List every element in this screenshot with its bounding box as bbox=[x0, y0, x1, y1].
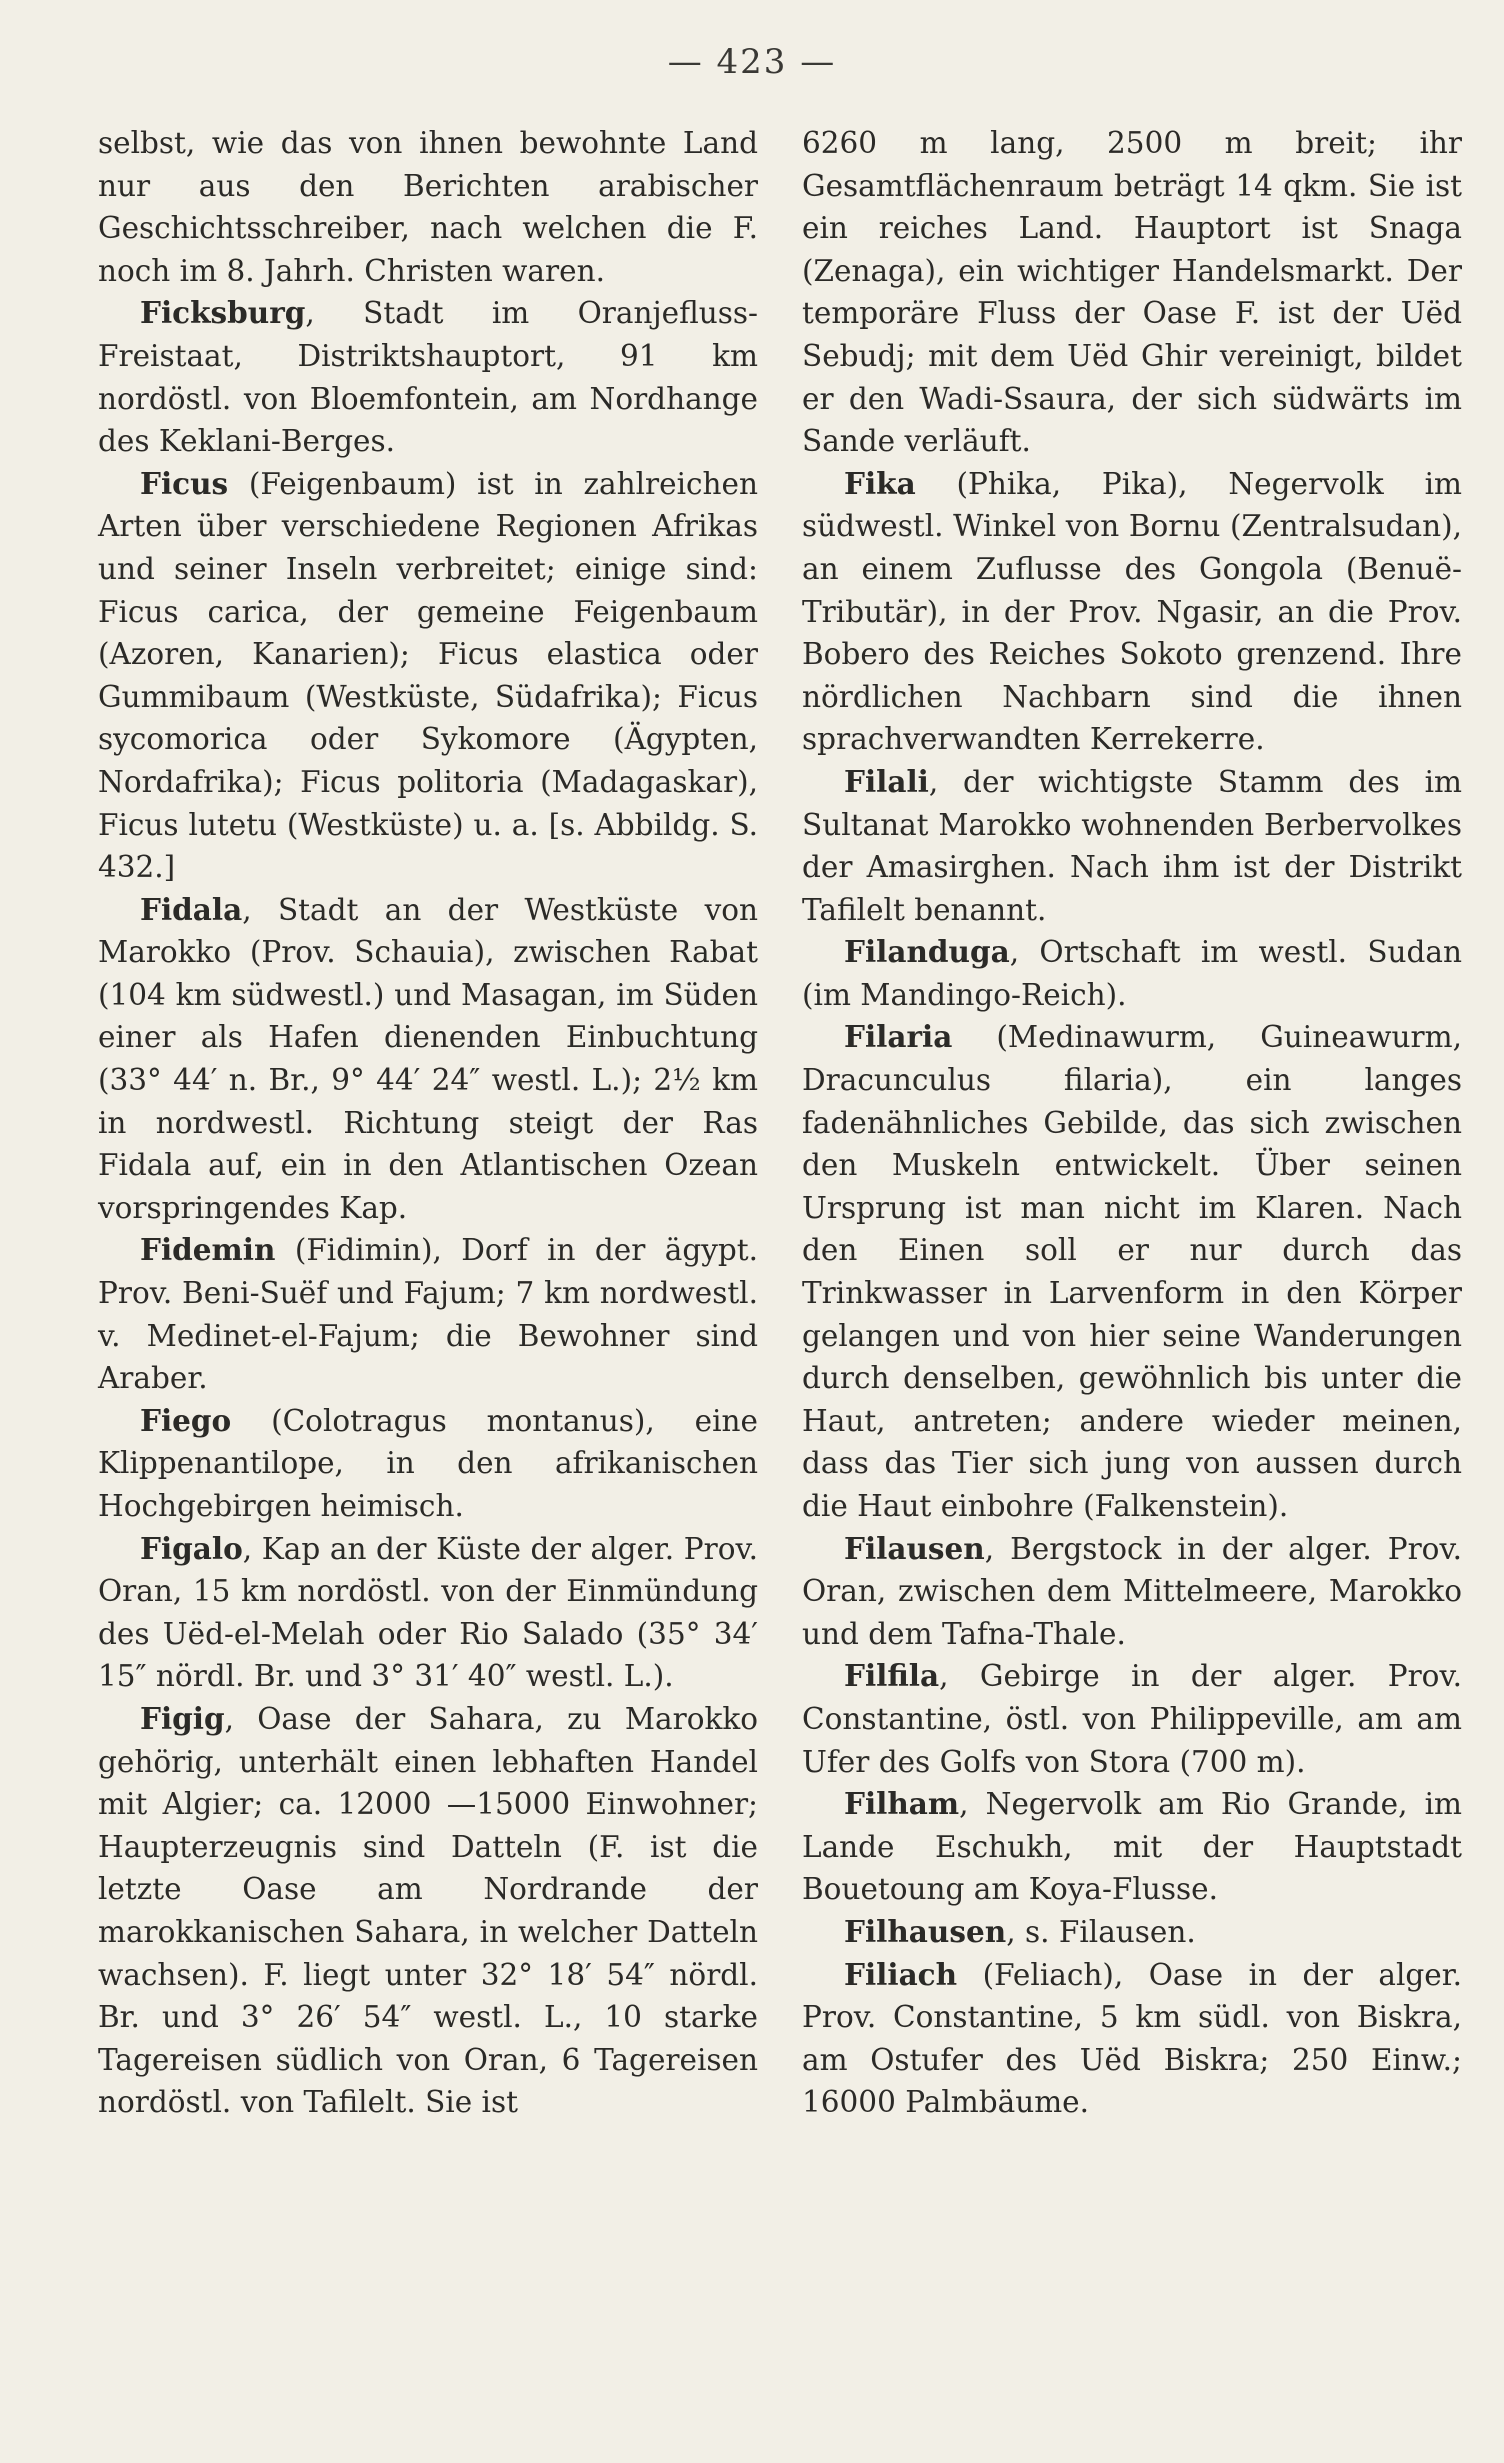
entry-filausen bbox=[802, 1528, 1462, 1656]
entry-text: 6260 m lang, 2500 m breit; ihr Gesamtflächenraum beträgt 14 qkm. Sie ist ein reiches Land. Hauptort ist Snaga (Zenaga), ein wichtiger Handelsmarkt. Der temporäre Fluss der Oase F. ist der Uëd Sebudj; mit dem Uëd Ghir vereinigt, bildet er den Wadi-Ssaura, der sich südwärts im Sande verläuft. bbox=[802, 126, 1462, 459]
entry-term: Filiach bbox=[844, 1956, 958, 1992]
entry-text: , s. Filausen. bbox=[1006, 1914, 1196, 1949]
entry-text: (Colotragus montanus), eine Klippenantilope, in den afrikanischen Hochgebirgen heimisch. bbox=[98, 1403, 758, 1523]
entry-term: Fiego bbox=[140, 1402, 232, 1438]
entry-text: (Feliach), Oase in der alger. Prov. Constantine, 5 km südl. von Biskra, am Ostufer des Uëd Biskra; 250 Einw.; 16000 Palmbäume. bbox=[802, 1957, 1462, 2120]
entry-filham bbox=[802, 1783, 1462, 1911]
entry-term: Ficksburg bbox=[140, 295, 306, 331]
entry-term: Figalo bbox=[140, 1530, 243, 1566]
entry-term: Filali bbox=[844, 763, 929, 799]
entry-text: , Stadt an der Westküste von Marokko (Prov. Schauia), zwischen Rabat (104 km südwestl.) und Masagan, im Süden einer als Hafen dienenden Einbuchtung (33° 44′ n. Br., 9° 44′ 24″ westl. L.); 2½ km in nordwestl. Richtung steigt der Ras Fidala auf, ein in den Atlantischen Ozean vorspringendes Kap. bbox=[98, 892, 758, 1225]
entry-text: , Kap an der Küste der alger. Prov. Oran, 15 km nordöstl. von der Einmündung des Uëd-el-Melah oder Rio Salado (35° 34′ 15″ nördl. Br. und 3° 31′ 40″ westl. L.). bbox=[98, 1531, 758, 1694]
entry-continuation bbox=[802, 122, 1462, 463]
entry-term: Filham bbox=[844, 1786, 960, 1822]
entry-text: (Fidimin), Dorf in der ägypt. Prov. Beni-Suëf und Fajum; 7 km nordwestl. v. Medinet-el-Fajum; die Bewohner sind Araber. bbox=[98, 1233, 758, 1396]
entry-term: Ficus bbox=[140, 465, 229, 501]
entry-text: (Medinawurm, Guineawurm, Dracunculus filaria), ein langes fadenähnliches Gebilde, das sich zwischen den Muskeln entwickelt. Über seinen Ursprung ist man nicht im Klaren. Nach den Einen soll er nur durch das Trinkwasser in Larvenform in den Körper gelangen und von hier seine Wanderungen durch denselben, gewöhnlich bis unter die Haut, antreten; andere wieder meinen, dass das Tier sich jung von aussen durch die Haut einbohre (Falkenstein). bbox=[802, 1020, 1462, 1523]
entry-ficksburg bbox=[98, 292, 758, 462]
entry-term: Filaria bbox=[844, 1019, 953, 1055]
entry-term: Fika bbox=[844, 465, 916, 501]
entry-figalo bbox=[98, 1528, 758, 1698]
entry-ficus bbox=[98, 463, 758, 889]
entry-term: Filhausen bbox=[844, 1913, 1007, 1949]
entry-figig bbox=[98, 1698, 758, 2124]
entry-filanduga bbox=[802, 931, 1462, 1016]
page-number: — 423 — bbox=[667, 42, 837, 82]
entry-text: , Stadt im Oranjefluss-Freistaat, Distriktshauptort, 91 km nordöstl. von Bloemfontein, am Nordhange des Keklani-Berges. bbox=[98, 296, 758, 459]
right-column bbox=[802, 122, 1462, 2124]
entry-term: Filfila bbox=[844, 1658, 940, 1694]
entry-fika bbox=[802, 463, 1462, 761]
entry-fidemin bbox=[98, 1229, 758, 1399]
entry-term: Filausen bbox=[844, 1530, 985, 1566]
entry-text: (Phika, Pika), Negervolk im südwestl. Winkel von Bornu (Zentralsudan), an einem Zuflusse des Gongola (Benuë-Tributär), in der Prov. Ngasir, an die Prov. Bobero des Reiches Sokoto grenzend. Ihre nördlichen Nachbarn sind die ihnen sprachverwandten Kerrekerre. bbox=[802, 466, 1462, 757]
entry-text: (Feigenbaum) ist in zahlreichen Arten über verschiedene Regionen Afrikas und seiner Inseln verbreitet; einige sind: Ficus carica, der gemeine Feigenbaum (Azoren, Kanarien); Ficus elastica oder Gummibaum (Westküste, Südafrika); Ficus sycomorica oder Sykomore (Ägypten, Nordafrika); Ficus politoria (Madagaskar), Ficus lutetu (Westküste) u. a. [s. Abbildg. S. 432.] bbox=[98, 466, 758, 885]
entry-text: selbst, wie das von ihnen bewohnte Land nur aus den Berichten arabischer Geschichtsschreiber, nach welchen die F. noch im 8. Jahrh. Christen waren. bbox=[98, 126, 758, 288]
entry-text: , der wichtigste Stamm des im Sultanat Marokko wohnenden Berbervolkes der Amasirghen. Nach ihm ist der Distrikt Tafilelt benannt. bbox=[802, 764, 1462, 927]
entry-filhausen bbox=[802, 1911, 1462, 1954]
entry-filaria bbox=[802, 1016, 1462, 1527]
entry-term: Fidemin bbox=[140, 1232, 276, 1268]
entry-text: , Gebirge in der alger. Prov. Constantine, östl. von Philippeville, am am Ufer des Golfs von Stora (700 m). bbox=[802, 1659, 1462, 1779]
entry-text: , Negervolk am Rio Grande, im Lande Eschukh, mit der Hauptstadt Bouetoung am Koya-Flusse. bbox=[802, 1787, 1462, 1907]
entry-filiach bbox=[802, 1954, 1462, 2124]
entry-fidala bbox=[98, 889, 758, 1230]
entry-text: , Bergstock in der alger. Prov. Oran, zwischen dem Mittelmeere, Marokko und dem Tafna-Thale. bbox=[802, 1531, 1462, 1651]
entry-text: , Ortschaft im westl. Sudan (im Mandingo-Reich). bbox=[802, 935, 1462, 1012]
entry-term: Filanduga bbox=[844, 934, 1010, 970]
entry-term: Fidala bbox=[140, 891, 243, 927]
entry-filali bbox=[802, 761, 1462, 931]
left-column bbox=[98, 122, 758, 2124]
entry-fiego bbox=[98, 1400, 758, 1528]
entry-text: , Oase der Sahara, zu Marokko gehörig, unterhält einen lebhaften Handel mit Algier; ca. 12000 —15000 Einwohner; Haupterzeugnis sind Datteln (F. ist die letzte Oase am Nordrande der marokkanischen Sahara, in welcher Datteln wachsen). F. liegt unter 32° 18′ 54″ nördl. Br. und 3° 26′ 54″ westl. L., 10 starke Tagereisen südlich von Oran, 6 Tagereisen nordöstl. von Tafilelt. Sie ist bbox=[98, 1701, 758, 2120]
entry-continuation bbox=[98, 122, 758, 292]
entry-filfila bbox=[802, 1655, 1462, 1783]
entry-term: Figig bbox=[140, 1700, 225, 1736]
